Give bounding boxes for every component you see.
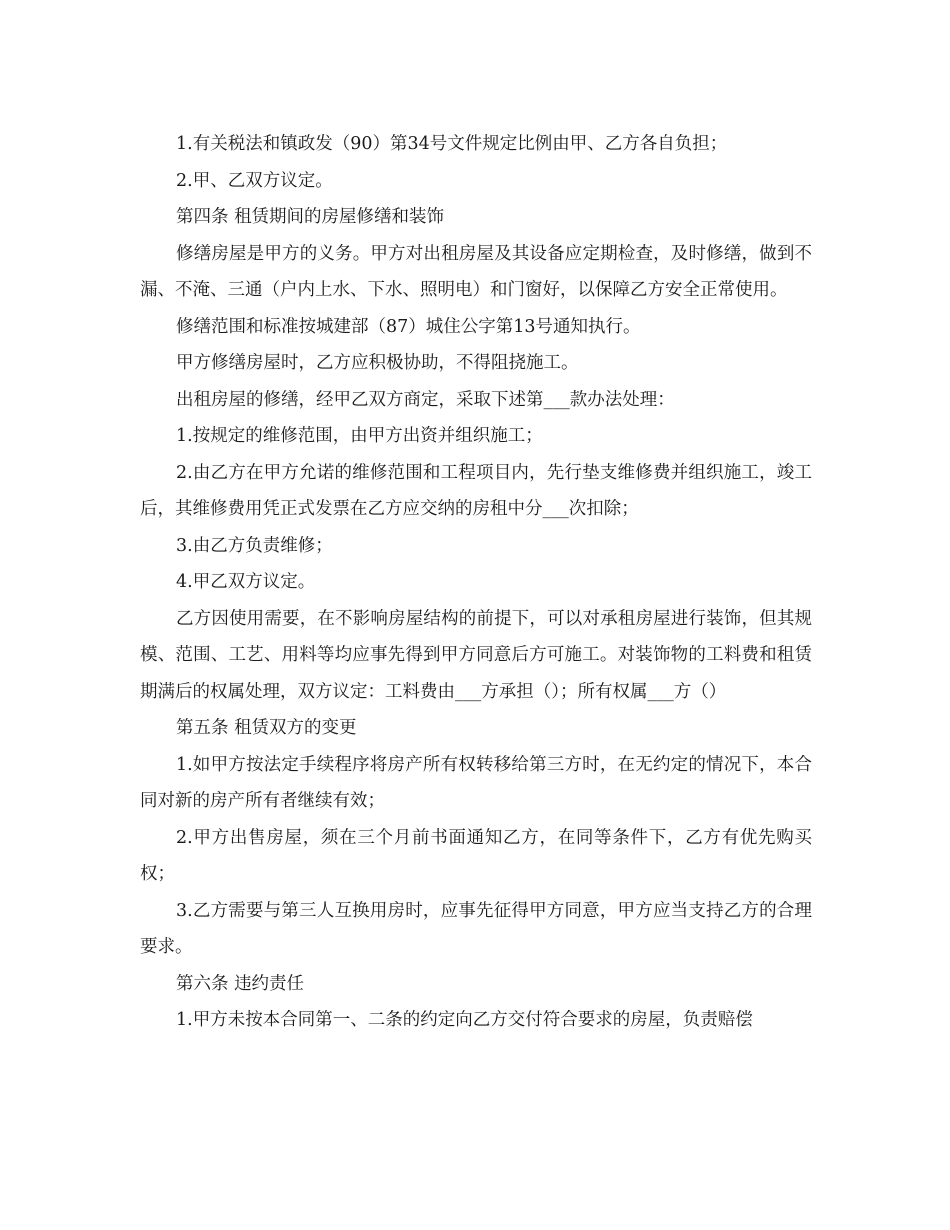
list-item: 4.甲乙双方议定。 [176,572,316,592]
list-item: 2.甲方出售房屋，须在三个月前书面通知乙方，在同等条件下，乙方有优先购买权； [140,827,812,884]
list-item: 1.按规定的维修范围，由甲方出资并组织施工； [176,426,543,446]
list-item: 3.乙方需要与第三人互换用房时，应事先征得甲方同意，甲方应当支持乙方的合理要求。 [140,900,812,957]
section-heading: 第四条 租赁期间的房屋修缮和装饰 [176,207,445,227]
paragraph: 1.有关税法和镇政发（90）第34号文件规定比例由甲、乙方各自负担； [176,134,728,154]
paragraph: 修缮范围和标准按城建部（87）城住公字第13号通知执行。 [176,316,641,337]
list-item: 3.由乙方负责维修； [176,535,333,556]
paragraph: 出租房屋的修缮，经甲乙双方商定，采取下述第___款办法处理： [176,389,675,410]
paragraph: 甲方修缮房屋时，乙方应积极协助，不得阻挠施工。 [176,353,579,373]
section-heading: 第五条 租赁双方的变更 [176,718,357,738]
paragraph: 修缮房屋是甲方的义务。甲方对出租房屋及其设备应定期检查，及时修缮，做到不漏、不淹、三通（户内上水、下水、照明电）和门窗好，以保障乙方安全正常使用。 [140,243,812,300]
list-item: 1.如甲方按法定手续程序将房产所有权转移给第三方时，在无约定的情况下，本合同对新的房产所有者继续有效； [140,754,812,811]
list-item: 2.由乙方在甲方允诺的维修范围和工程项目内，先行垫支维修费并组织施工，竣工后，其维修费用凭正式发票在乙方应交纳的房租中分___次扣除； [140,462,812,519]
section-heading: 第六条 违约责任 [176,973,305,994]
paragraph: 乙方因使用需要，在不影响房屋结构的前提下，可以对承租房屋进行装饰，但其规模、范围、工艺、用料等均应事先得到甲方同意后方可施工。对装饰物的工料费和租赁期满后的权属处理，双方议定：工料费由___方承担（）；所有权属___方（） [140,608,812,702]
paragraph: 2.甲、乙双方议定。 [176,170,333,191]
list-item: 1.甲方未按本合同第一、二条的约定向乙方交付符合要求的房屋，负责赔偿 [176,1010,753,1030]
document-body [140,126,812,1039]
